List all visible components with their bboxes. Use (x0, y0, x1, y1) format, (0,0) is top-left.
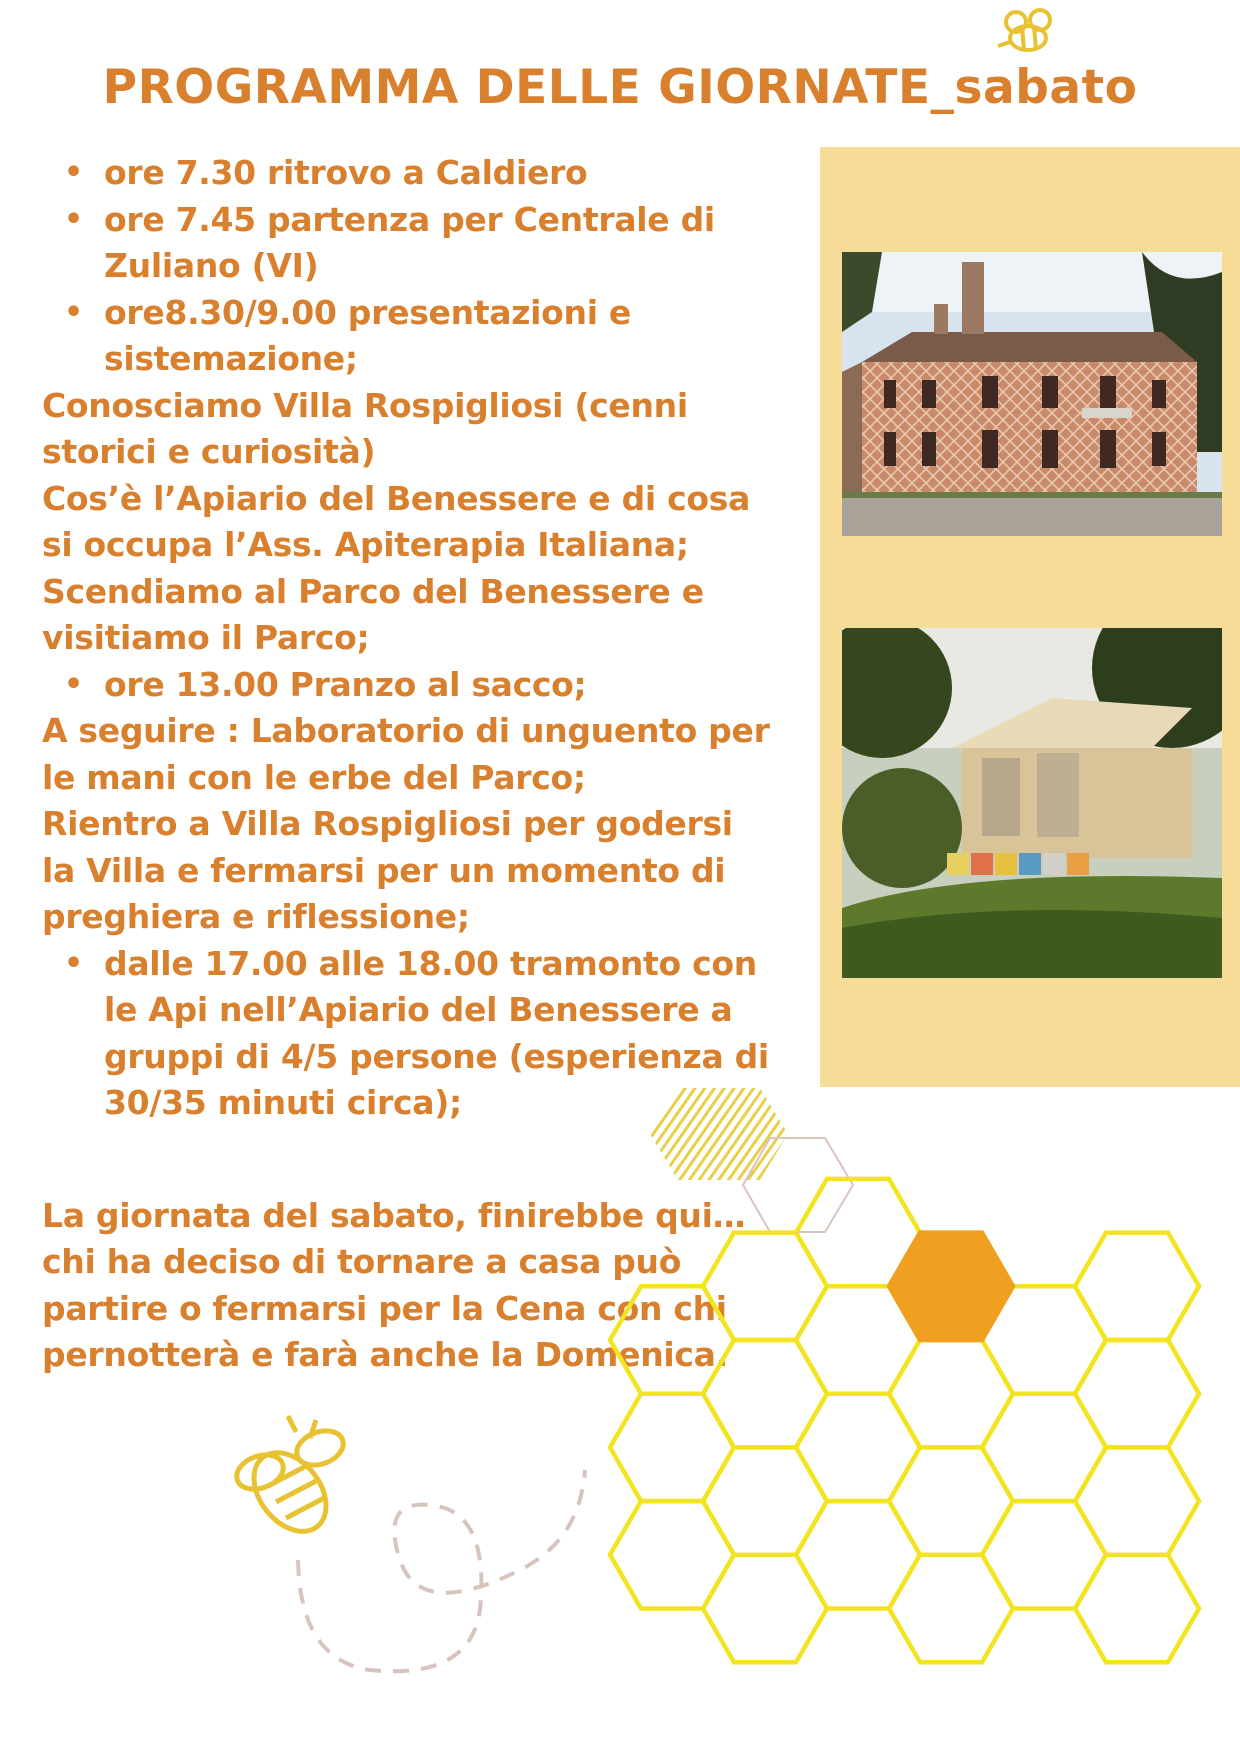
honeycomb-cell (1075, 1233, 1199, 1340)
honeycomb-cell (703, 1447, 827, 1554)
honeycomb-cell (982, 1394, 1106, 1501)
honeycomb-cell (1075, 1447, 1199, 1554)
bee-icon (232, 1416, 348, 1545)
honeycomb-cell (1075, 1555, 1199, 1662)
program-paragraph: Conosciamo Villa Rospigliosi (cenni storici e curiosità) (42, 385, 688, 471)
program-paragraph: Scendiamo al Parco del Benessere e visitiamo il Parco; (42, 571, 704, 657)
honeycomb-cell (982, 1501, 1106, 1608)
honeycomb-accent-cell (889, 1233, 1013, 1340)
honeycomb-cell (796, 1286, 920, 1393)
beehive-photo (842, 628, 1222, 978)
honeycomb-cell (889, 1447, 1013, 1554)
list-item: • dalle 17.00 alle 18.00 tramonto con le Api nell’Apiario del Benessere a gruppi di 4/5 persone (esperienza di 30/35 minuti circa); (42, 941, 772, 1127)
list-item: • ore8.30/9.00 presentazioni e sistemazione; (42, 290, 772, 383)
honeycomb-cell (703, 1555, 827, 1662)
program-list (42, 150, 772, 1379)
honeycomb-cell (889, 1340, 1013, 1447)
flight-path (298, 1470, 585, 1671)
program-paragraph: Cos’è l’Apiario del Benessere e di cosa si occupa l’Ass. Apiterapia Italiana; (42, 478, 751, 564)
list-item: • ore 13.00 Pranzo al sacco; (42, 662, 772, 709)
honeycomb-cell (982, 1286, 1106, 1393)
page-title: PROGRAMMA DELLE GIORNATE_sabato (102, 60, 1138, 115)
honeycomb-cell (610, 1394, 734, 1501)
honeycomb-cell (610, 1501, 734, 1608)
program-paragraph: Rientro a Villa Rospigliosi per godersi la Villa e fermarsi per un momento di preghiera e riflessione; (42, 804, 733, 936)
villa-rospigliosi-photo (842, 252, 1222, 536)
list-item: • ore 7.45 partenza per Centrale di Zuliano (VI) (42, 197, 772, 290)
honeycomb-cell (796, 1501, 920, 1608)
closing-paragraph: La giornata del sabato, finirebbe qui…chi ha deciso di tornare a casa può partire o fermarsi per la Cena con chi pernotterà e farà anche la Domenica. (42, 1195, 746, 1374)
honeycomb-cell (889, 1233, 1013, 1340)
honeycomb-cell (889, 1555, 1013, 1662)
program-paragraph: A seguire : Laboratorio di unguento per le mani con le erbe del Parco; (42, 711, 770, 797)
honeycomb-cell (1075, 1340, 1199, 1447)
honeycomb-cell (796, 1394, 920, 1501)
bee-icon (998, 10, 1050, 50)
honeycomb-cell (796, 1179, 920, 1286)
list-item: • ore 7.30 ritrovo a Caldiero (42, 150, 772, 197)
